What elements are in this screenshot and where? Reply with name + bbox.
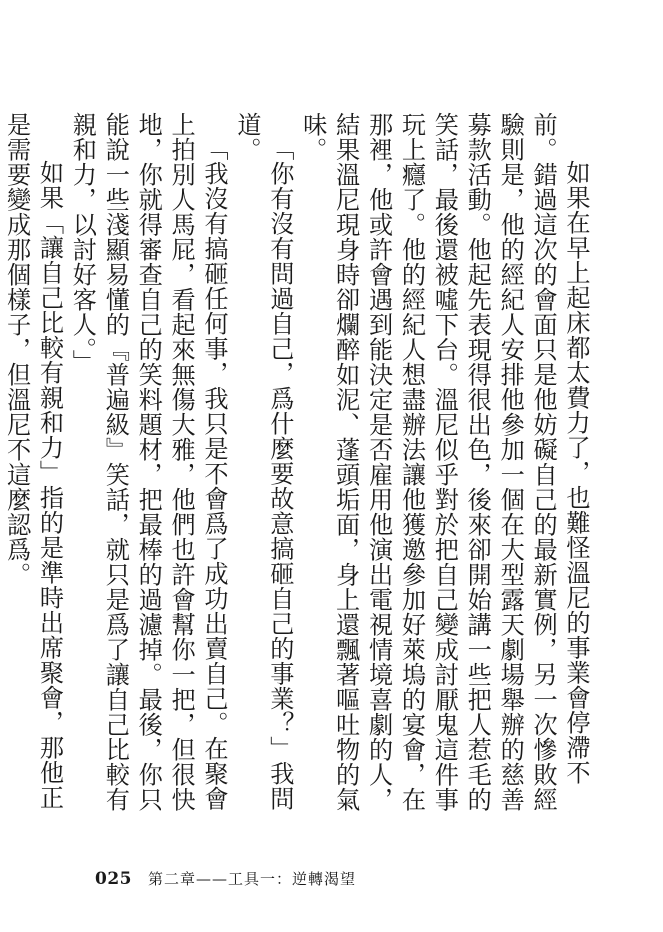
page-number: 025 (95, 869, 132, 889)
body-text (2, 112, 592, 828)
page-footer (95, 868, 356, 892)
paragraph-2: 「你有沒有問過自己，爲什麼要故意搞砸自己的事業？」我問道。 (232, 112, 294, 812)
paragraph-4: 如果「讓自己比較有親和力」指的是準時出席聚會，那他正是需要變成那個樣子，但溫尼不這麼認爲。 (2, 112, 64, 811)
paragraph-3: 「我沒有搞砸任何事，我只是不會爲了成功出賣自己。在聚會上拍別人馬屁，看起來無傷大雅，他們也許會幫你一把，但很快地，你就得審查自己的笑料題材，把最棒的過濾掉。最後，你只能說一些淺顯易懂的『普遍級』笑話，就只是爲了讓自己比較有親和力，以討好客人。」 (68, 112, 229, 812)
paragraph-1: 如果在早上起床都太費力了，也難怪溫尼的事業會停滯不前。錯過這次的會面只是他妨礙自己的最新實例，另一次慘敗經驗則是，他的經紀人安排他參加一個在大型露天劇場舉辦的慈善募款活動。他起先表現得很出色，後來卻開始講一些把人惹毛的笑話，最後還被噓下台。溫尼似乎對於把自己變成討厭鬼這件事玩上癮了。他的經紀人想盡辦法讓他獲邀參加好萊塢的宴會，在那裡，他或許會遇到能決定是否雇用他演出電視情境喜劇的人，結果溫尼現身時卻爛醉如泥、蓬頭垢面，身上還飄著嘔吐物的氣味。 (298, 112, 590, 812)
running-head: 第二章——工具一：逆轉渴望 (148, 870, 357, 888)
